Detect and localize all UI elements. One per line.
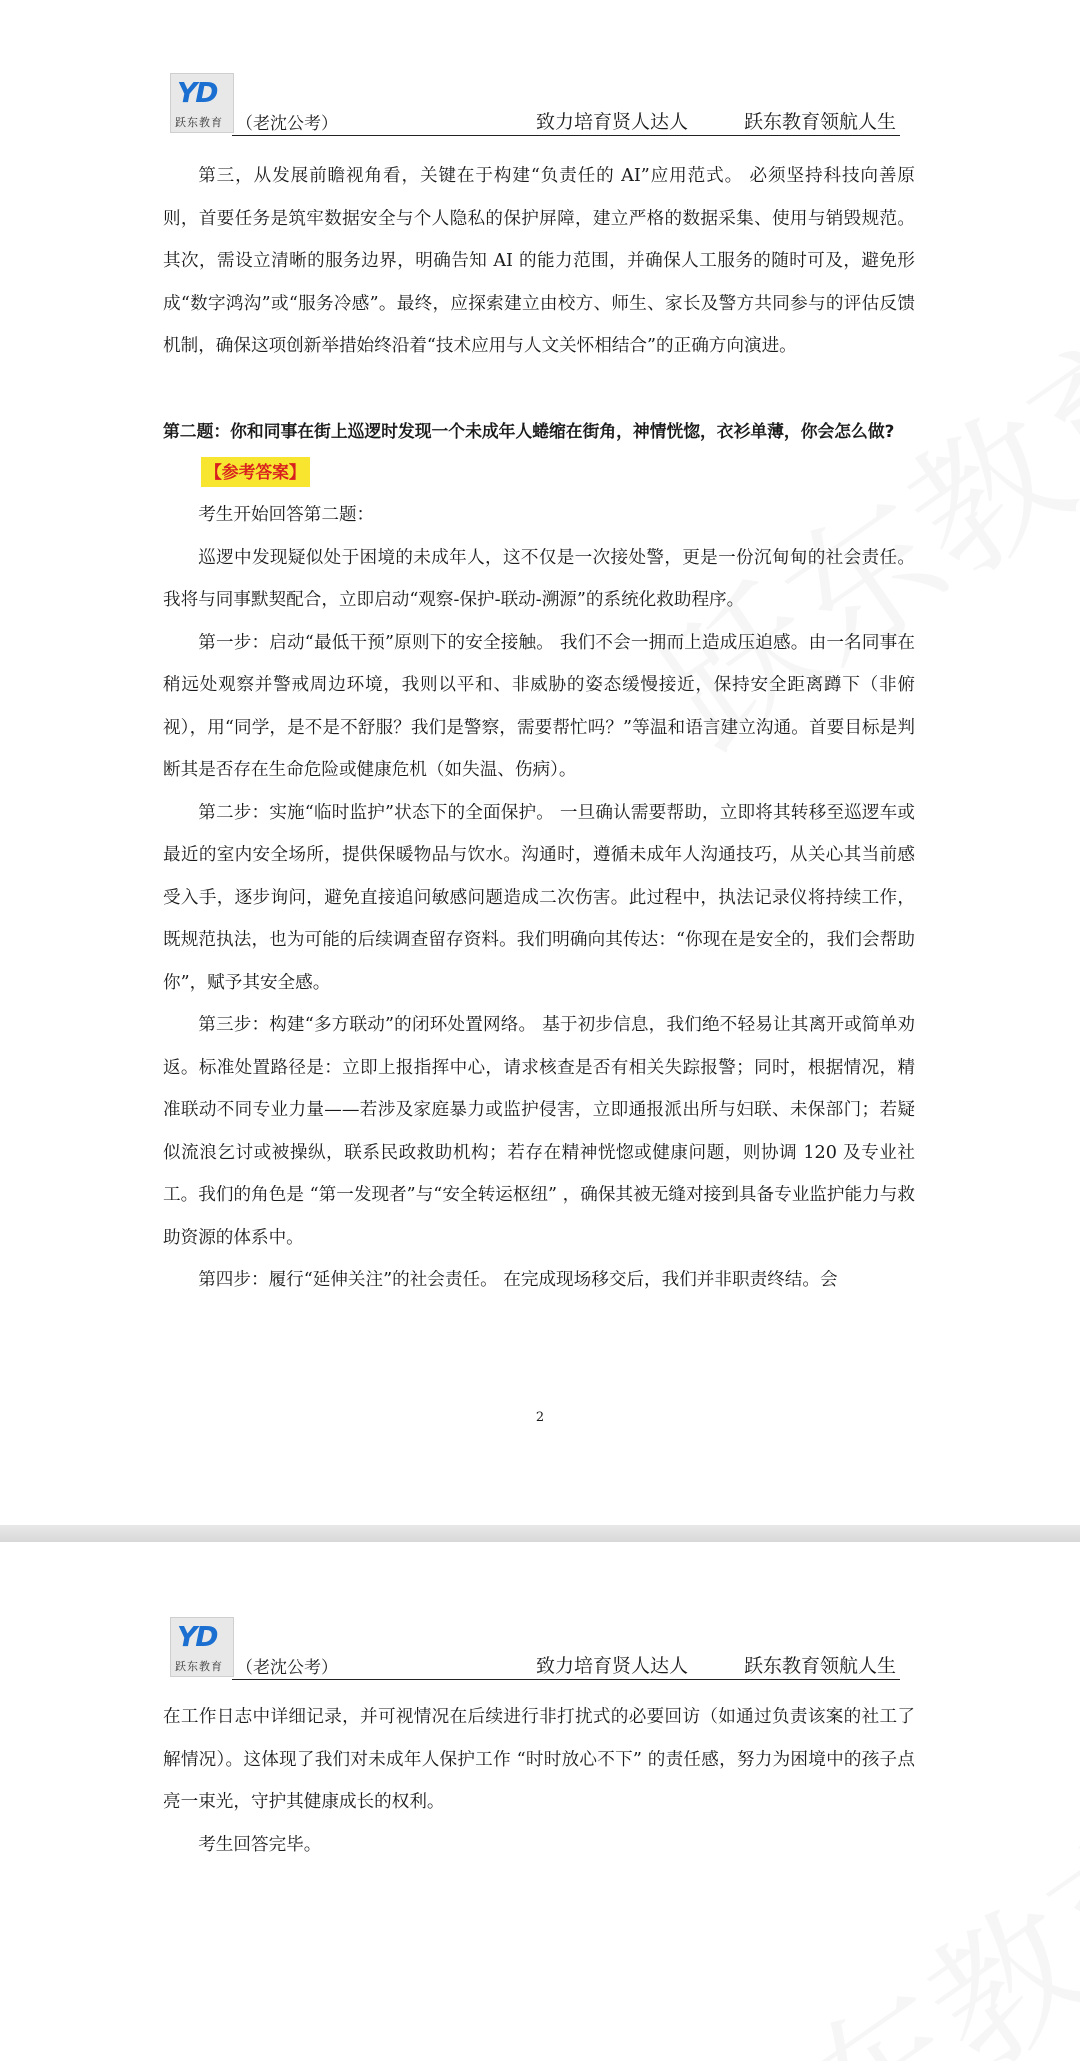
paragraph: 在工作日志中详细记录，并可视情况在后续进行非打扰式的必要回访（如通过负责该案的社工了解情况）。这体现了我们对未成年人保护工作 “时时放心不下” 的责任感，努力为困境中的孩子点亮一束光，守护其健康成长的权利。 [163,1707,915,1812]
paragraph: 第四步：履行“延伸关注”的社会责任。 在完成现场移交后，我们并非职责终结。会 [198,1270,838,1290]
logo-mark: YD [177,1620,217,1653]
paragraph: 考生开始回答第二题： [198,505,375,525]
paragraph: 第一步：启动“最低干预”原则下的安全接触。 我们不会一拥而上造成压迫感。由一名同事在稍远处观察并警戒周边环境，我则以平和、非威胁的姿态缓慢接近，保持安全距离蹲下（非俯视），用“同学，是不是不舒服？我们是警察，需要帮忙吗？”等温和语言建立沟通。首要目标是判断其是否存在生命危险或健康危机（如失温、伤病）。 [163,632,915,780]
page-body [163,155,915,1302]
page-body [163,1696,915,1866]
document-page-2 [0,1542,1080,2061]
reference-answer-label: 【参考答案】 [201,457,310,487]
paragraph: 考生回答完毕。 [198,1834,322,1855]
question-heading: 第二题：你和同事在街上巡逻时发现一个未成年人蜷缩在街角，神情恍惚，衣衫单薄，你会怎么做? [163,420,895,441]
ref-label-row [163,452,915,494]
logo-text: 跃东教育 [175,116,223,129]
header-tagline: 跃东教育领航人生 [744,1655,897,1677]
logo-mark: YD [177,76,217,109]
header-left-text: （老沈公考） [236,1658,338,1678]
header-slogan: 致力培育贤人达人 [536,111,689,133]
page-header [170,73,900,143]
paragraph: 第二步：实施“临时监护”状态下的全面保护。 一旦确认需要帮助，立即将其转移至巡逻车或最近的室内安全场所，提供保暖物品与饮水。沟通时，遵循未成年人沟通技巧，从关心其当前感受入手，逐步询问，避免直接追问敏感问题造成二次伤害。此过程中，执法记录仪将持续工作，既规范执法，也为可能的后续调查留存资料。我们明确向其传达：“你现在是安全的，我们会帮助你”，赋予其安全感。 [163,802,915,993]
page-number: 2 [535,1410,545,1425]
logo [170,73,234,133]
paragraph: 第三，从发展前瞻视角看，关键在于构建“负责任的 AI”应用范式。 必须坚持科技向善原则，首要任务是筑牢数据安全与个人隐私的保护屏障，建立严格的数据采集、使用与销毁规范。其次，需设立清晰的服务边界，明确告知 AI 的能力范围，并确保人工服务的随时可及，避免形成“数字鸿沟”或“服务冷感”。最终，应探索建立由校方、师生、家长及警方共同参与的评估反馈机制，确保这项创新举措始终沿着“技术应用与人文关怀相结合”的正确方向演进。 [163,166,915,356]
logo-text: 跃东教育 [175,1660,223,1673]
logo [170,1617,234,1677]
header-tagline: 跃东教育领航人生 [744,111,897,133]
header-rule [232,135,900,136]
header-rule [232,1679,900,1680]
paragraph: 巡逻中发现疑似处于困境的未成年人，这不仅是一次接处警，更是一份沉甸甸的社会责任。我将与同事默契配合，立即启动“观察-保护-联动-溯源”的系统化救助程序。 [163,547,915,610]
header-left-text: （老沈公考） [236,114,338,134]
page-header [170,1617,900,1687]
spacer [163,368,915,410]
paragraph: 第三步：构建“多方联动”的闭环处置网络。 基于初步信息，我们绝不轻易让其离开或简单劝返。标准处置路径是：立即上报指挥中心，请求核查是否有相关失踪报警；同时，根据情况，精准联动不同专业力量——若涉及家庭暴力或监护侵害，立即通报派出所与妇联、未保部门；若疑似流浪乞讨或被操纵，联系民政救助机构；若存在精神恍惚或健康问题，则协调 120 及专业社工。我们的角色是 “第一发现者”与“安全转运枢纽” ，确保其被无缝对接到具备专业监护能力与救助资源的体系中。 [163,1015,915,1248]
page-separator [0,1525,1080,1542]
header-slogan: 致力培育贤人达人 [536,1655,689,1677]
